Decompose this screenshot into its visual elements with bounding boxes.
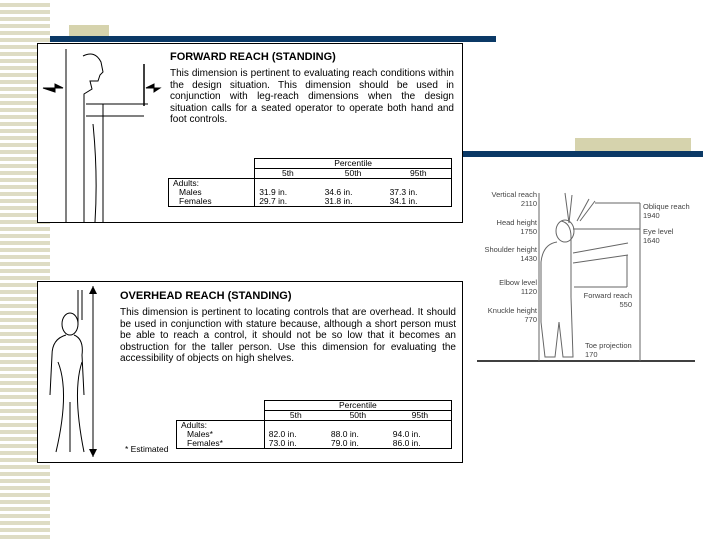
overhead-reach-description: This dimension is pertinent to locating controls that are overhead. It should be used in conjunction with stature because, although a short person must be able to reach a control, it should not be so low that it becomes an obstruction for the taller person. Use this dimension for evaluating the accessibility of objects on high shelves. [120, 307, 456, 364]
cell: 34.6 in. [324, 187, 353, 197]
header-bar [463, 151, 703, 157]
forward-reach-table [168, 158, 452, 207]
label-shoulder-height: Shoulder height 1430 [484, 245, 537, 263]
cell: 86.0 in. [389, 439, 452, 449]
col-5th: 5th [264, 411, 327, 421]
body-dimensions-diagram [475, 185, 705, 365]
table-row [177, 439, 452, 449]
cell: 79.0 in. [330, 438, 359, 448]
cell: 31.8 in. [324, 196, 353, 206]
row-label: Males [169, 188, 255, 197]
forward-reach-description: This dimension is pertinent to evaluating reach conditions within the design situation. This dimension should be used in conjunction with leg-reach dimensions when the design situation calls for a seated operator to operate both hand and foot controls. [170, 68, 454, 125]
label-elbow-level: Elbow level 1120 [499, 278, 537, 296]
header-bar [50, 36, 496, 42]
label-knuckle-height: Knuckle height 770 [487, 306, 537, 324]
col-95th: 95th [389, 411, 452, 421]
cell: 82.0 in. [264, 430, 327, 439]
row-label: Females* [177, 439, 265, 449]
cell: 34.1 in. [386, 197, 452, 207]
forward-reach-figure-illustration [38, 44, 168, 222]
table-row [169, 197, 452, 207]
col-50th: 50th [327, 411, 389, 421]
col-50th: 50th [321, 169, 386, 179]
percentile-header: Percentile [255, 159, 452, 169]
row-label: Females [169, 197, 255, 207]
overhead-reach-table [176, 400, 452, 449]
label-forward-reach: Forward reach 550 [583, 291, 632, 309]
label-oblique-reach: Oblique reach 1940 [643, 202, 690, 220]
estimated-note: * Estimated [125, 444, 169, 454]
accent-block [69, 25, 109, 36]
overhead-reach-illustration [38, 282, 118, 462]
cell: 29.7 in. [255, 197, 321, 207]
percentile-header: Percentile [264, 401, 451, 411]
label-vertical-reach: Vertical reach 2110 [491, 190, 537, 208]
label-head-height: Head height 1750 [496, 218, 537, 236]
cell: 94.0 in. [389, 430, 452, 439]
cell: 37.3 in. [386, 188, 452, 197]
cell: 88.0 in. [330, 429, 359, 439]
accent-block [575, 138, 691, 151]
col-95th: 95th [386, 169, 452, 179]
label-eye-level: Eye level 1640 [643, 227, 674, 245]
overhead-reach-figure [37, 281, 463, 463]
cell: 31.9 in. [255, 188, 321, 197]
cell: 73.0 in. [264, 439, 327, 449]
row-label: Males* [177, 430, 265, 439]
label-toe-projection: Toe projection 170 [585, 341, 632, 359]
col-5th: 5th [255, 169, 321, 179]
group-label: Adults: [177, 421, 265, 431]
forward-reach-title: FORWARD REACH (STANDING) [170, 51, 336, 63]
forward-reach-figure [37, 43, 463, 223]
group-label: Adults: [169, 179, 255, 189]
overhead-reach-title: OVERHEAD REACH (STANDING) [120, 290, 292, 302]
